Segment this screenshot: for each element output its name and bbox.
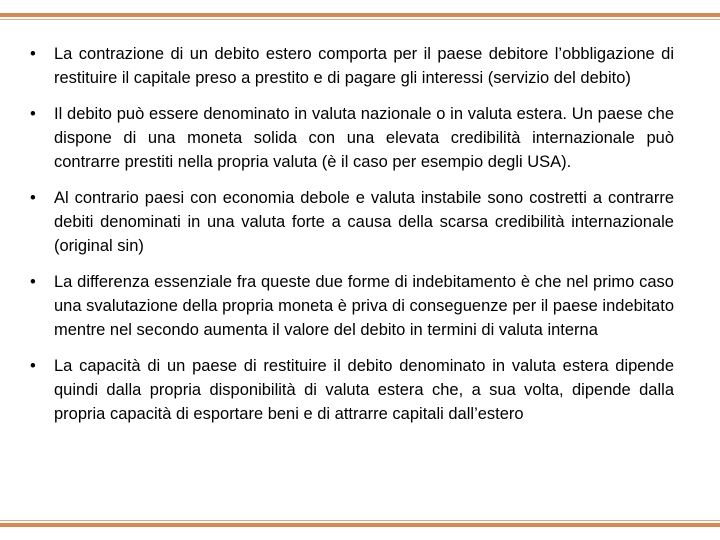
bullet-dot-icon: • (30, 357, 36, 375)
bullet-dot-icon: • (30, 273, 36, 291)
bullet-text-4: La differenza essenziale fra queste due forme di indebitamento è che nel primo caso una svalutazione della propria moneta è priva di conseguenze per il paese indebitato mentre nel secondo aumenta il valore del debito in termini di valuta interna (54, 273, 674, 339)
bullet-text-1: La contrazione di un debito estero comporta per il paese debitore l’obbligazione di restituire il capitale preso a prestito e di pagare gli interessi (servizio del debito) (54, 45, 674, 87)
slide-content (30, 42, 674, 438)
bullet-list (30, 42, 674, 426)
bottom-accent-rule (0, 523, 720, 527)
top-accent-thin-rule (0, 19, 720, 20)
bullet-item-3 (30, 186, 674, 258)
bullet-text-3: Al contrario paesi con economia debole e valuta instabile sono costretti a contrarre debiti denominati in una valuta forte a causa della scarsa credibilità internazionale (original sin) (54, 189, 674, 255)
bullet-item-5 (30, 354, 674, 426)
bullet-dot-icon: • (30, 189, 36, 207)
bullet-text-2: Il debito può essere denominato in valuta nazionale o in valuta estera. Un paese che dispone di una moneta solida con una elevata credibilità internazionale può contrarre prestiti nella propria valuta (è il caso per esempio degli USA). (54, 105, 674, 171)
bullet-item-4 (30, 270, 674, 342)
bullet-item-1 (30, 42, 674, 90)
bullet-text-5: La capacità di un paese di restituire il debito denominato in valuta estera dipende quindi dalla propria disponibilità di valuta estera che, a sua volta, dipende dalla propria capacità di esportare beni e di attrarre capitali dall’estero (54, 357, 674, 423)
bullet-dot-icon: • (30, 105, 36, 123)
bullet-item-2 (30, 102, 674, 174)
bottom-accent-thin-rule (0, 520, 720, 521)
top-accent-rule (0, 13, 720, 17)
bullet-dot-icon: • (30, 45, 36, 63)
